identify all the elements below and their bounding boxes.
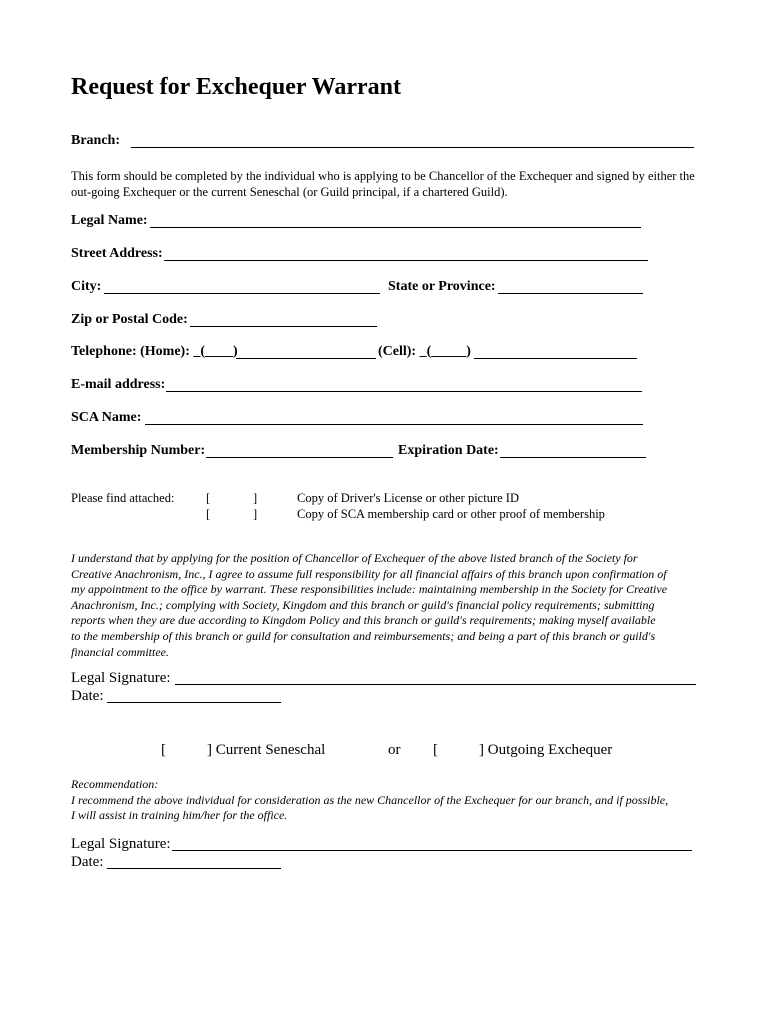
attachment-checkbox-open[interactable]: [ [206, 507, 211, 521]
agreement-line: financial committee. [71, 644, 169, 659]
date-label: Date: [71, 688, 104, 704]
or-label: or [388, 742, 401, 758]
city-field[interactable] [104, 293, 380, 294]
zip-label: Zip or Postal Code: [71, 312, 188, 327]
expiration-date-label: Expiration Date: [398, 443, 499, 458]
seneschal-checkbox[interactable]: [ [161, 742, 166, 758]
cell-label: (Cell): _(_____) [378, 344, 471, 359]
agreement-line: I understand that by applying for the position of Chancellor of Exchequer of the above listed branch of the Society for [71, 551, 638, 565]
sca-name-label: SCA Name: [71, 410, 142, 425]
attachment-item-drivers-license: Copy of Driver's License or other picture ID [297, 491, 519, 505]
legal-signature-field[interactable] [172, 850, 692, 851]
intro-text: This form should be completed by the individual who is applying to be Chancellor of the Exchequer and signed by either the out-going Exchequer or the current Seneschal (or Guild principal, if a chartered Guild). [71, 169, 695, 199]
street-address-label: Street Address: [71, 246, 163, 261]
agreement-line: Anachronism, Inc.; complying with Society, Kingdom and this branch or guild's financial policy requirements; submitting [71, 597, 655, 612]
attachment-checkbox-open[interactable]: [ [206, 491, 211, 505]
recommendation-heading: Recommendation: [71, 777, 159, 791]
date-label: Date: [71, 854, 104, 870]
zip-field[interactable] [190, 326, 377, 327]
telephone-home-label: Telephone: (Home): _(____) [71, 344, 238, 359]
attachment-checkbox-close[interactable]: ] [253, 491, 258, 505]
cell-field[interactable] [474, 358, 637, 359]
telephone-home-field[interactable] [236, 358, 376, 359]
sca-name-field[interactable] [145, 424, 643, 425]
attachments-label: Please find attached: [71, 491, 175, 505]
attachment-item-membership-card: Copy of SCA membership card or other proof of membership [297, 507, 605, 521]
form-title: Request for Exchequer Warrant [71, 74, 401, 100]
email-label: E-mail address: [71, 377, 166, 392]
city-label: City: [71, 279, 102, 294]
branch-label: Branch: [71, 133, 120, 148]
agreement-line: my appointment to the office by warrant. These responsibilities include: maintaining membership in the Society for Creative [71, 582, 668, 597]
membership-number-field[interactable] [206, 457, 393, 458]
state-label: State or Province: [388, 279, 496, 294]
exchequer-checkbox[interactable]: [ [433, 742, 438, 758]
attachment-checkbox-close[interactable]: ] [253, 507, 258, 521]
branch-field[interactable] [131, 147, 694, 148]
agreement-line: Creative Anachronism, Inc., I agree to assume full responsibility for all financial affairs of this branch upon confirmation of [71, 566, 667, 581]
current-seneschal-option[interactable]: ] Current Seneschal [207, 742, 326, 758]
legal-signature-field[interactable] [175, 684, 696, 685]
date-field[interactable] [107, 868, 281, 869]
outgoing-exchequer-option[interactable]: ] Outgoing Exchequer [479, 742, 613, 758]
date-field[interactable] [107, 702, 281, 703]
membership-number-label: Membership Number: [71, 443, 206, 458]
agreement-line: reports when they are due according to Kingdom Policy and this branch or guild's requirements; making myself available [71, 613, 656, 628]
state-field[interactable] [498, 293, 643, 294]
street-address-field[interactable] [164, 260, 648, 261]
legal-name-label: Legal Name: [71, 213, 148, 228]
email-field[interactable] [166, 391, 642, 392]
legal-name-field[interactable] [150, 227, 641, 228]
recommendation-line: I will assist in training him/her for the office. [71, 808, 288, 822]
legal-signature-label: Legal Signature: [71, 836, 171, 852]
expiration-date-field[interactable] [500, 457, 646, 458]
recommendation-line: I recommend the above individual for consideration as the new Chancellor of the Exchequer for our branch, and if possible, [71, 793, 669, 807]
agreement-line: to the membership of this branch or guild for consultation and reimbursements; and being a part of this branch or guild's [71, 629, 656, 643]
legal-signature-label: Legal Signature: [71, 670, 171, 686]
